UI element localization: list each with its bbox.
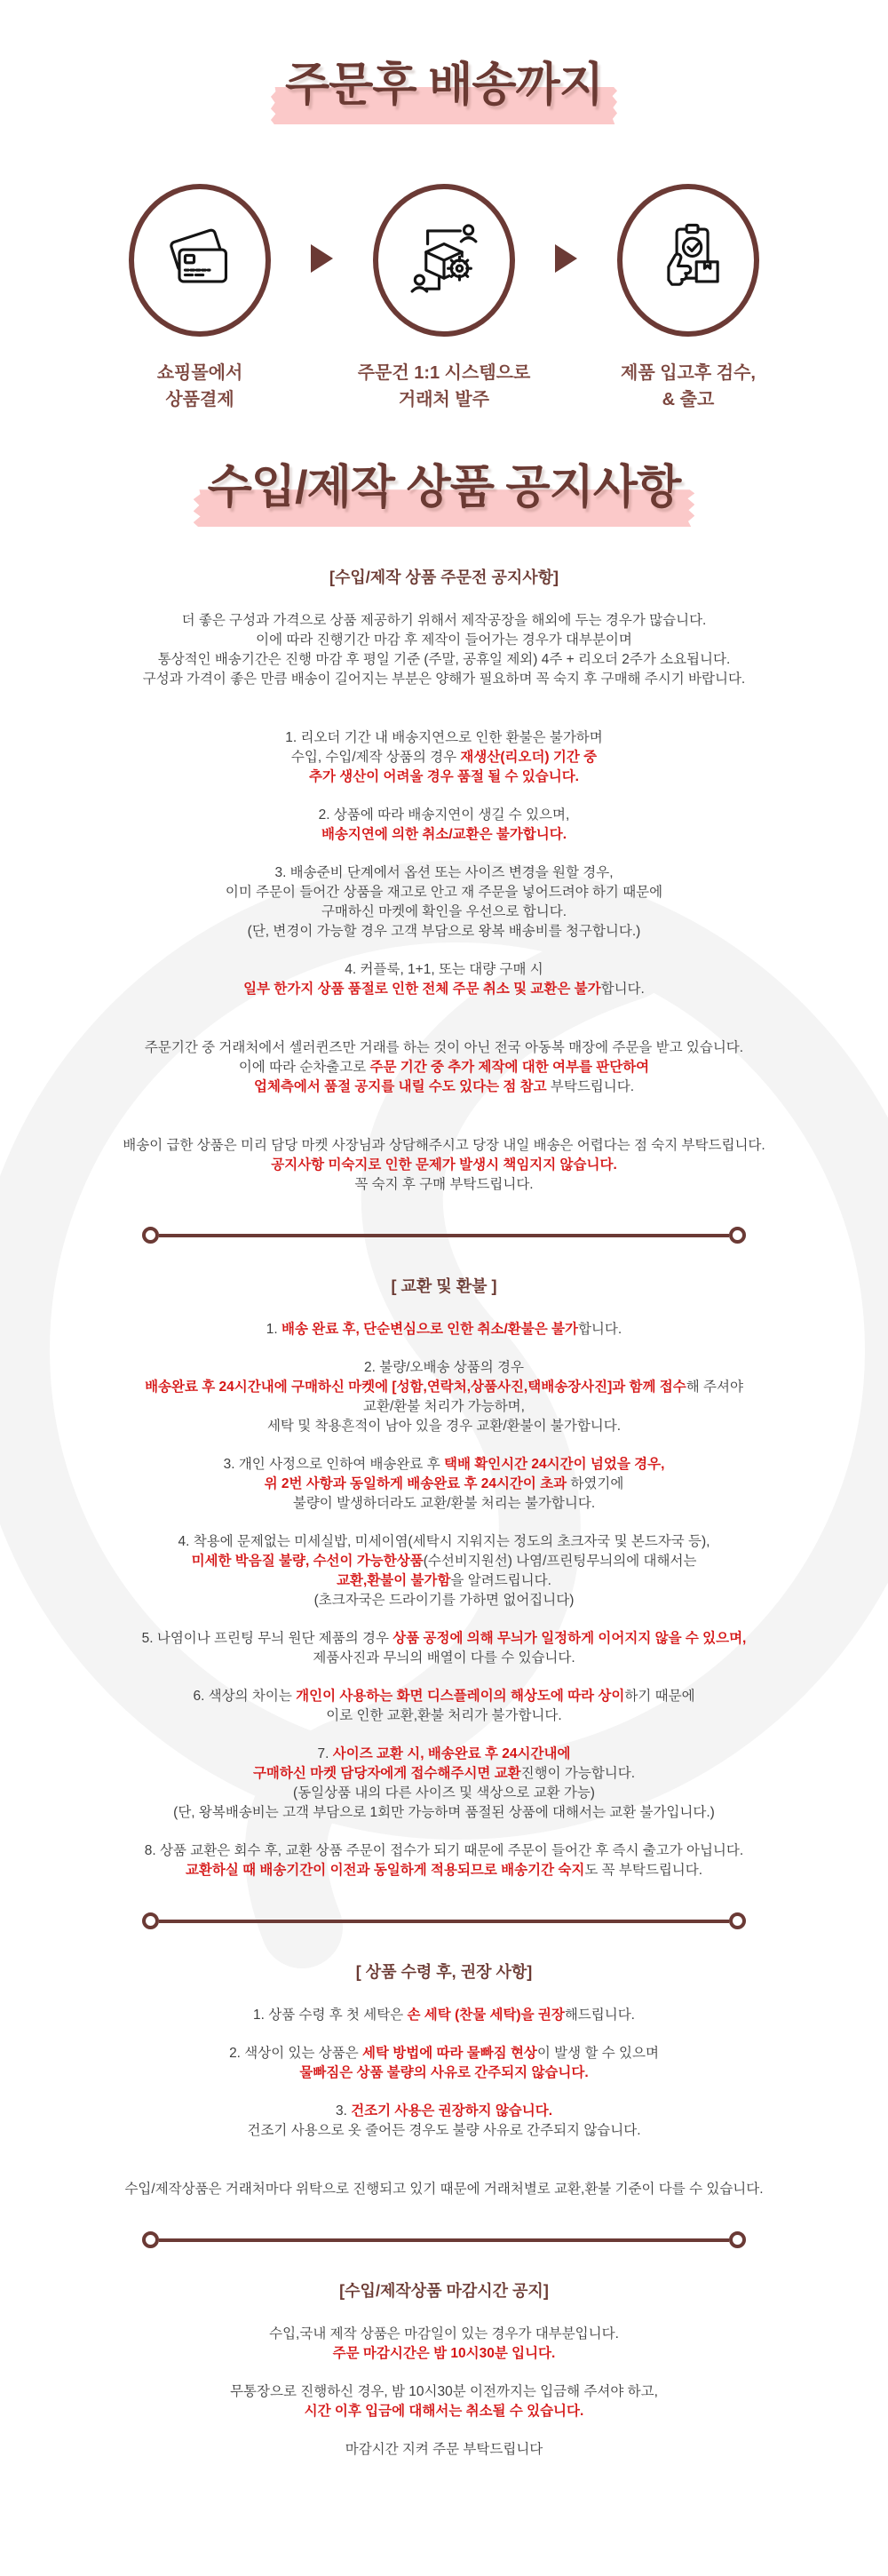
section-divider [142, 1912, 746, 1929]
notice-line: 4. 착용에 문제없는 미세실밥, 미세이염(세탁시 지워지는 정도의 초크자국 및 본드자국 등), [178, 1534, 710, 1550]
divider-rule [159, 2238, 729, 2242]
step-circle [129, 184, 271, 337]
notice-line: 위 2번 사항과 동일하게 배송완료 후 24시간이 초과 하였기에 [264, 1476, 624, 1492]
notice-paragraph [0, 960, 888, 999]
banner-import-notice [0, 463, 888, 513]
notice-line: 배송이 급한 상품은 미리 담당 마켓 사장님과 상담해주시고 당장 내일 배송은 어렵다는 점 숙지 부탁드립니다. [123, 1138, 765, 1154]
divider-ring [729, 2231, 746, 2248]
notice-line: 배송완료 후 24시간내에 구매하신 마켓에 [성함,연락처,상품사진,택배송장사진]과 함께 접수해 주셔야 [145, 1379, 743, 1395]
notice-line: 배송지연에 의한 취소/교환은 불가합니다. [321, 827, 567, 843]
notice-line: 3. 건조기 사용은 권장하지 않습니다. [335, 2103, 553, 2119]
step-label: 제품 입고후 검수, & 출고 [621, 363, 756, 410]
credit-card-icon [159, 219, 241, 301]
notice-line: 꼭 숙지 후 구매 부탁드립니다. [354, 1177, 534, 1193]
notice-paragraph [0, 728, 888, 787]
notice-line: 추가 생산이 어려울 경우 품절 될 수 있습니다. [309, 769, 579, 785]
notice-line: 2. 불량/오배송 상품의 경우 [364, 1360, 524, 1376]
notice-paragraph [0, 2440, 888, 2460]
notice-paragraph [0, 2044, 888, 2083]
notice-line: 건조기 사용으로 옷 줄어든 경우도 불량 사유로 간주되지 않습니다. [247, 2123, 641, 2139]
page-title: 주문후 배송까지 [284, 60, 604, 111]
notice-paragraph [0, 2325, 888, 2364]
order-system-icon [403, 219, 485, 301]
section-header: [ 상품 수령 후, 권장 사항] [355, 1963, 533, 1982]
notice-paragraph [0, 611, 888, 689]
notice-line: 무통장으로 진행하신 경우, 밤 10시30분 이전까지는 입금해 주셔야 하고, [230, 2384, 658, 2400]
notice-line: 불량이 발생하더라도 교환/환불 처리는 불가합니다. [292, 1496, 596, 1512]
notice-paragraph [0, 2382, 888, 2421]
notice-paragraph [0, 806, 888, 845]
notice-line: 구매하신 마켓 담당자에게 접수해주시면 교환진행이 가능합니다. [252, 1766, 636, 1782]
step-payment [89, 184, 311, 413]
notice-line: 2. 상품에 따라 배송지연이 생길 수 있으며, [318, 807, 570, 823]
notice-line: 3. 개인 사정으로 인하여 배송완료 후 택배 확인시간 24시간이 넘었을 경우, [223, 1457, 665, 1473]
notice-paragraph [0, 1629, 888, 1668]
notice-line: 4. 커플룩, 1+1, 또는 대량 구매 시 [345, 962, 543, 978]
notice-line: 통상적인 배송기간은 진행 마감 후 평일 기준 (주말, 공휴일 제외) 4주 + 리오더 2주가 소요됩니다. [157, 652, 731, 668]
notice-paragraph [0, 2180, 888, 2199]
notice-paragraph [0, 1841, 888, 1880]
divider-rule [159, 1234, 729, 1237]
section-title: 수입/제작 상품 공지사항 [207, 462, 681, 514]
notice-paragraph [0, 1687, 888, 1726]
section-divider [142, 1227, 746, 1244]
divider-ring [142, 1912, 159, 1929]
step-circle [373, 184, 515, 337]
notice-paragraph [0, 1745, 888, 1823]
divider-ring [729, 1912, 746, 1929]
notice-line: 1. 배송 완료 후, 단순변심으로 인한 취소/환불은 불가합니다. [266, 1322, 622, 1338]
notice-line: 이미 주문이 들어간 상품을 재고로 안고 재 주문을 넣어드려야 하기 때문에 [225, 885, 663, 901]
notice-line: 주문 마감시간은 밤 10시30분 입니다. [332, 2346, 556, 2362]
notice-paragraph [0, 1038, 888, 1097]
notice-line: 시간 이후 입금에 대해서는 취소될 수 있습니다. [304, 2404, 584, 2420]
notice-line: 8. 상품 교환은 회수 후, 교환 상품 주문이 접수가 되기 때문에 주문이 들어간 후 즉시 출고가 아닙니다. [144, 1843, 744, 1859]
notice-line: 구매하신 마켓에 확인을 우선으로 합니다. [321, 904, 567, 920]
step-order-system [333, 184, 555, 413]
notice-paragraph [0, 2102, 888, 2141]
divider-rule [159, 1920, 729, 1923]
section-header: [ 교환 및 환불 ] [391, 1277, 497, 1296]
step-label: 쇼핑몰에서 상품결제 [156, 363, 243, 410]
notice-paragraph [0, 1320, 888, 1340]
banner-order-to-shipping [0, 0, 888, 111]
section-divider [142, 2231, 746, 2248]
notice-line: 수입, 수입/제작 상품의 경우 재생산(리오더) 기간 중 [290, 750, 598, 766]
notice-line: 수입/제작상품은 거래처마다 위탁으로 진행되고 있기 때문에 거래처별로 교환,환불 기준이 다를 수 있습니다. [124, 2182, 764, 2198]
notice-line: (초크자국은 드라이기를 가하면 없어집니다) [313, 1593, 575, 1609]
notice-line: 공지사항 미숙지로 인한 문제가 발생시 책임지지 않습니다. [271, 1157, 617, 1173]
notice-line: 마감시간 지켜 주문 부탁드립니다 [345, 2442, 543, 2458]
notice-paragraph [0, 1455, 888, 1514]
notice-line: 6. 색상의 차이는 개인이 사용하는 화면 디스플레이의 해상도에 따라 상이하기 때문에 [193, 1689, 695, 1705]
notice-line: (단, 왕복배송비는 고객 부담으로 1회만 가능하며 품절된 상품에 대해서는 교환 불가입니다.) [173, 1805, 715, 1821]
notice-line: 교환하실 때 배송기간이 이전과 동일하게 적용되므로 배송기간 숙지도 꼭 부탁드립니다. [185, 1863, 703, 1879]
divider-ring [142, 2231, 159, 2248]
order-process-steps [0, 184, 888, 413]
notice-line: 수입,국내 제작 상품은 마감일이 있는 경우가 대부분입니다. [269, 2326, 619, 2342]
notice-line: 2. 색상이 있는 상품은 세탁 방법에 따라 물빠짐 현상이 발생 할 수 있으며 [229, 2046, 659, 2062]
arrow-right-icon [311, 244, 333, 273]
notice-line: 세탁 및 착용흔적이 남아 있을 경우 교환/환불이 불가합니다. [266, 1419, 622, 1435]
notice-line: 1. 리오더 기간 내 배송지연으로 인한 환불은 불가하며 [285, 730, 603, 746]
divider-ring [729, 1227, 746, 1244]
notice-line: 이에 따라 순차출고로 주문 기간 중 추가 제작에 대한 여부를 판단하여 [238, 1060, 650, 1076]
arrow-right-icon [555, 244, 577, 273]
divider-ring [142, 1227, 159, 1244]
notice-line: 교환,환불이 불가함을 알려드립니다. [337, 1573, 551, 1589]
notice-line: 더 좋은 구성과 가격으로 상품 제공하기 위해서 제작공장을 해외에 두는 경우가 많습니다. [181, 613, 707, 629]
notice-line: (단, 변경이 가능할 경우 고객 부담으로 왕복 배송비를 청구합니다.) [247, 924, 641, 940]
notice-line: 미세한 박음질 불량, 수선이 가능한상품(수선비지원선) 나염/프린팅무늬의에 대해서는 [191, 1554, 697, 1570]
notice-line: 구성과 가격이 좋은 만큼 배송이 길어지는 부분은 양해가 필요하며 꼭 숙지 후 구매해 주시기 바랍니다. [142, 672, 746, 688]
notice-line: 제품사진과 무늬의 배열이 다를 수 있습니다. [313, 1650, 575, 1666]
notice-line: 업체측에서 품절 공지를 내릴 수도 있다는 점 참고 부탁드립니다. [253, 1079, 635, 1095]
notice-line: 7. 사이즈 교환 시, 배송완료 후 24시간내에 [317, 1746, 571, 1762]
notice-paragraph [0, 863, 888, 942]
notice-line: 교환/환불 처리가 가능하며, [363, 1399, 525, 1415]
notice-paragraph [0, 2006, 888, 2025]
notice-line: 이로 인한 교환,환불 처리가 불가합니다. [326, 1708, 562, 1724]
notice-line: 1. 상품 수령 후 첫 세탁은 손 세탁 (찬물 세탁)을 권장해드립니다. [253, 2008, 635, 2023]
notice-line: 주문기간 중 거래처에서 셀러퀸즈만 거래를 하는 것이 아닌 전국 아동복 매장에 주문을 받고 있습니다. [144, 1040, 744, 1056]
inspect-ship-icon [647, 219, 729, 301]
notice-line: (동일상품 내의 다른 사이즈 및 색상으로 교환 가능) [293, 1785, 595, 1801]
notice-line: 일부 한가지 상품 품절로 인한 전체 주문 취소 및 교환은 불가합니다. [243, 982, 645, 998]
step-circle [617, 184, 759, 337]
step-label: 주문건 1:1 시스템으로 거래처 발주 [357, 363, 531, 410]
notice-line: 이에 따라 진행기간 마감 후 제작이 들어가는 경우가 대부분이며 [256, 632, 632, 648]
notice-sections [0, 565, 888, 2460]
step-inspect-ship [577, 184, 799, 413]
notice-line: 물빠짐은 상품 불량의 사유로 간주되지 않습니다. [299, 2065, 589, 2081]
notice-line: 3. 배송준비 단계에서 옵션 또는 사이즈 변경을 원할 경우, [274, 865, 614, 881]
section-header: [수입/제작 상품 주문전 공지사항] [329, 568, 559, 587]
notice-paragraph [0, 1358, 888, 1436]
notice-line: 5. 나염이나 프린팅 무늬 원단 제품의 경우 상품 공정에 의해 무늬가 일정하게 이어지지 않을 수 있으며, [141, 1631, 747, 1647]
notice-paragraph [0, 1136, 888, 1195]
notice-paragraph [0, 1532, 888, 1610]
section-header: [수입/제작상품 마감시간 공지] [339, 2282, 549, 2301]
